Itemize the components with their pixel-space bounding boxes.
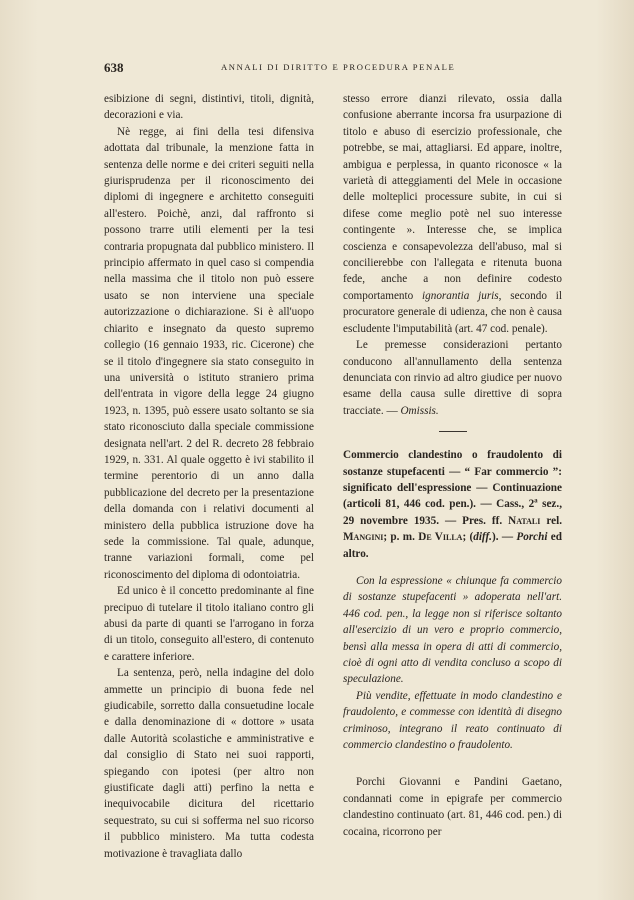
case-summary bbox=[343, 573, 562, 753]
text-run: rel. bbox=[540, 514, 563, 527]
text-run: ). — bbox=[491, 531, 517, 544]
right-column bbox=[343, 91, 562, 840]
prosecutor-name: De Villa bbox=[418, 531, 463, 544]
page-number: 638 bbox=[104, 60, 124, 75]
paragraph-continuation: esibizione di segni, distintivi, titoli, dignità, decorazioni e via. bbox=[104, 93, 314, 122]
case-heading bbox=[343, 447, 562, 562]
summary-paragraph: Più vendite, effettuate in modo clandestino e fraudolento, e commesse con identità di disegno criminoso, integrano il reato continuato di commercio clandestino o fraudolento. bbox=[343, 689, 562, 752]
text-run: ed altro. bbox=[343, 531, 562, 560]
paragraph: Porchi Giovanni e Pandini Gaetano, condannati come in epigrafe per commercio clandestino continuato (art. 81, 446 cod. pen.) di cocaina, ricorrono per bbox=[343, 776, 562, 838]
section-divider bbox=[439, 431, 467, 432]
text-run: , secondo il procuratore generale di udienza, che non è causa escludente l'imputabilità (art. 47 cod. penale). bbox=[343, 289, 562, 335]
paragraph bbox=[343, 337, 562, 419]
omissis-mark: Omissis. bbox=[400, 404, 439, 417]
text-run: ; p. m. bbox=[383, 531, 419, 544]
text-run: Le premesse considerazioni pertanto conducono all'annullamento della sentenza denunciata con rinvio ad altro giudice per nuovo esame della causa sulle direttive di sopra tracciate. — bbox=[343, 339, 562, 417]
diff-mark: diff. bbox=[473, 531, 492, 544]
text-run: stesso errore dianzi rilevato, ossia dalla confusione aberrante incorsa fra usurpazione di titolo e abuso di esercizio professionale, che potrebbe, se mai, attagliarsi. Ed appare, inoltre, ambigua e perplessa, in quanto riconosce « la varietà di atteggiamenti del Mele in occasione delle molteplici processure subite, in cui si difese come meglio potè nel suo interesse contingente ». Interesse che, se implica coscienza e consapevolezza dell'abuso, mal si concilierebbe con l'allegata e ritenuta buona fede, anche a non definire codesto comportamento bbox=[343, 93, 562, 302]
rapporteur-name: Mangini bbox=[343, 531, 384, 544]
party-name: Porchi bbox=[516, 531, 548, 544]
paragraph: Ed unico è il concetto predominante al fine precipuo di tutelare il titolo italiano contro gli abusi da parte di quanti se l'arrogano in forza di un titolo, conseguito all'estero, di contenuto e carattere inferiore. bbox=[104, 585, 314, 663]
president-name: Natali bbox=[508, 514, 541, 527]
text-run: Commercio clandestino o fraudolento di sostanze stupefacenti — “ Far commercio ”: significato dell'espressione — Continuazione (articoli 81, 446 cod. pen.). — Cass., 2ª sez., 29 novembre 1935. — Pres. ff. bbox=[343, 449, 562, 527]
running-title: ANNALI DI DIRITTO E PROCEDURA PENALE bbox=[221, 62, 456, 72]
summary-paragraph: Con la espressione « chiunque fa commercio di sostanze stupefacenti » adoperata nell'art. 446 cod. pen., la legge non si riferisce soltanto all'esercizio di un vero e proprio commercio, bensì alla messa in opera di atti di commercio, cioè di ogni atto di vendita concluso a scopo di speculazione. bbox=[343, 574, 562, 686]
text-run: ; ( bbox=[462, 531, 474, 544]
paragraph-continuation bbox=[343, 91, 562, 337]
page-header bbox=[104, 60, 559, 76]
left-column bbox=[104, 91, 314, 862]
latin-phrase: ignorantia juris bbox=[422, 289, 499, 302]
paragraph: Nè regge, ai fini della tesi difensiva adottata dal tribunale, la menzione fatta in sentenza delle norme e dei criteri seguiti nella giurisprudenza per il riconoscimento dei diplomi di ingegnere e architetto conseguiti all'estero. Poichè, anzi, dal raffronto si possono trarre utili elementi per la tesi contraria propugnata dal pubblico ministero. Il principio affermato in quel caso si compendia nella massima che il titolo non può essere usato se non interviene una speciale autorizzazione o dichiarazione. Si è all'uopo chiarito e insegnato da questo supremo collegio (16 gennaio 1933, ric. Cicerone) che se il titolo d'ingegnere sia stato conseguito in una università o istituto straniero prima dell'entrata in vigore della legge 24 giugno 1923, n. 1395, può essere usato soltanto se sia stato riconosciuto dalla speciale commissione designata nell'art. 2 del R. decreto 28 febbraio 1929, n. 331. Al quale oggetto è ivi stabilito il termine perentorio di un anno dalla pubblicazione del decreto per la presentazione della domanda con i relativi documenti al ministero della pubblica istruzione dove ha sede la commissione. Tal quale, adunque, tranne variazioni formali, come pel riconoscimento del diploma di odontoiatria. bbox=[104, 125, 314, 581]
paragraph: La sentenza, però, nella indagine del dolo ammette un principio di buona fede nel giudicabile, sorretto dalla consuetudine locale e dalla denominazione di « dottore » usata dalle Autorità scolastiche e amministrative e dal consiglio di Stato nei suoi rapporti, spiegando con ipotesi (per altro non giustificate dagli atti) perfino la netta e inequivocabile dicitura del ricettario sequestrato, su cui si sofferma nel suo ricorso il pubblico ministero. Ma tutta codesta motivazione è travagliata dallo bbox=[104, 667, 314, 860]
